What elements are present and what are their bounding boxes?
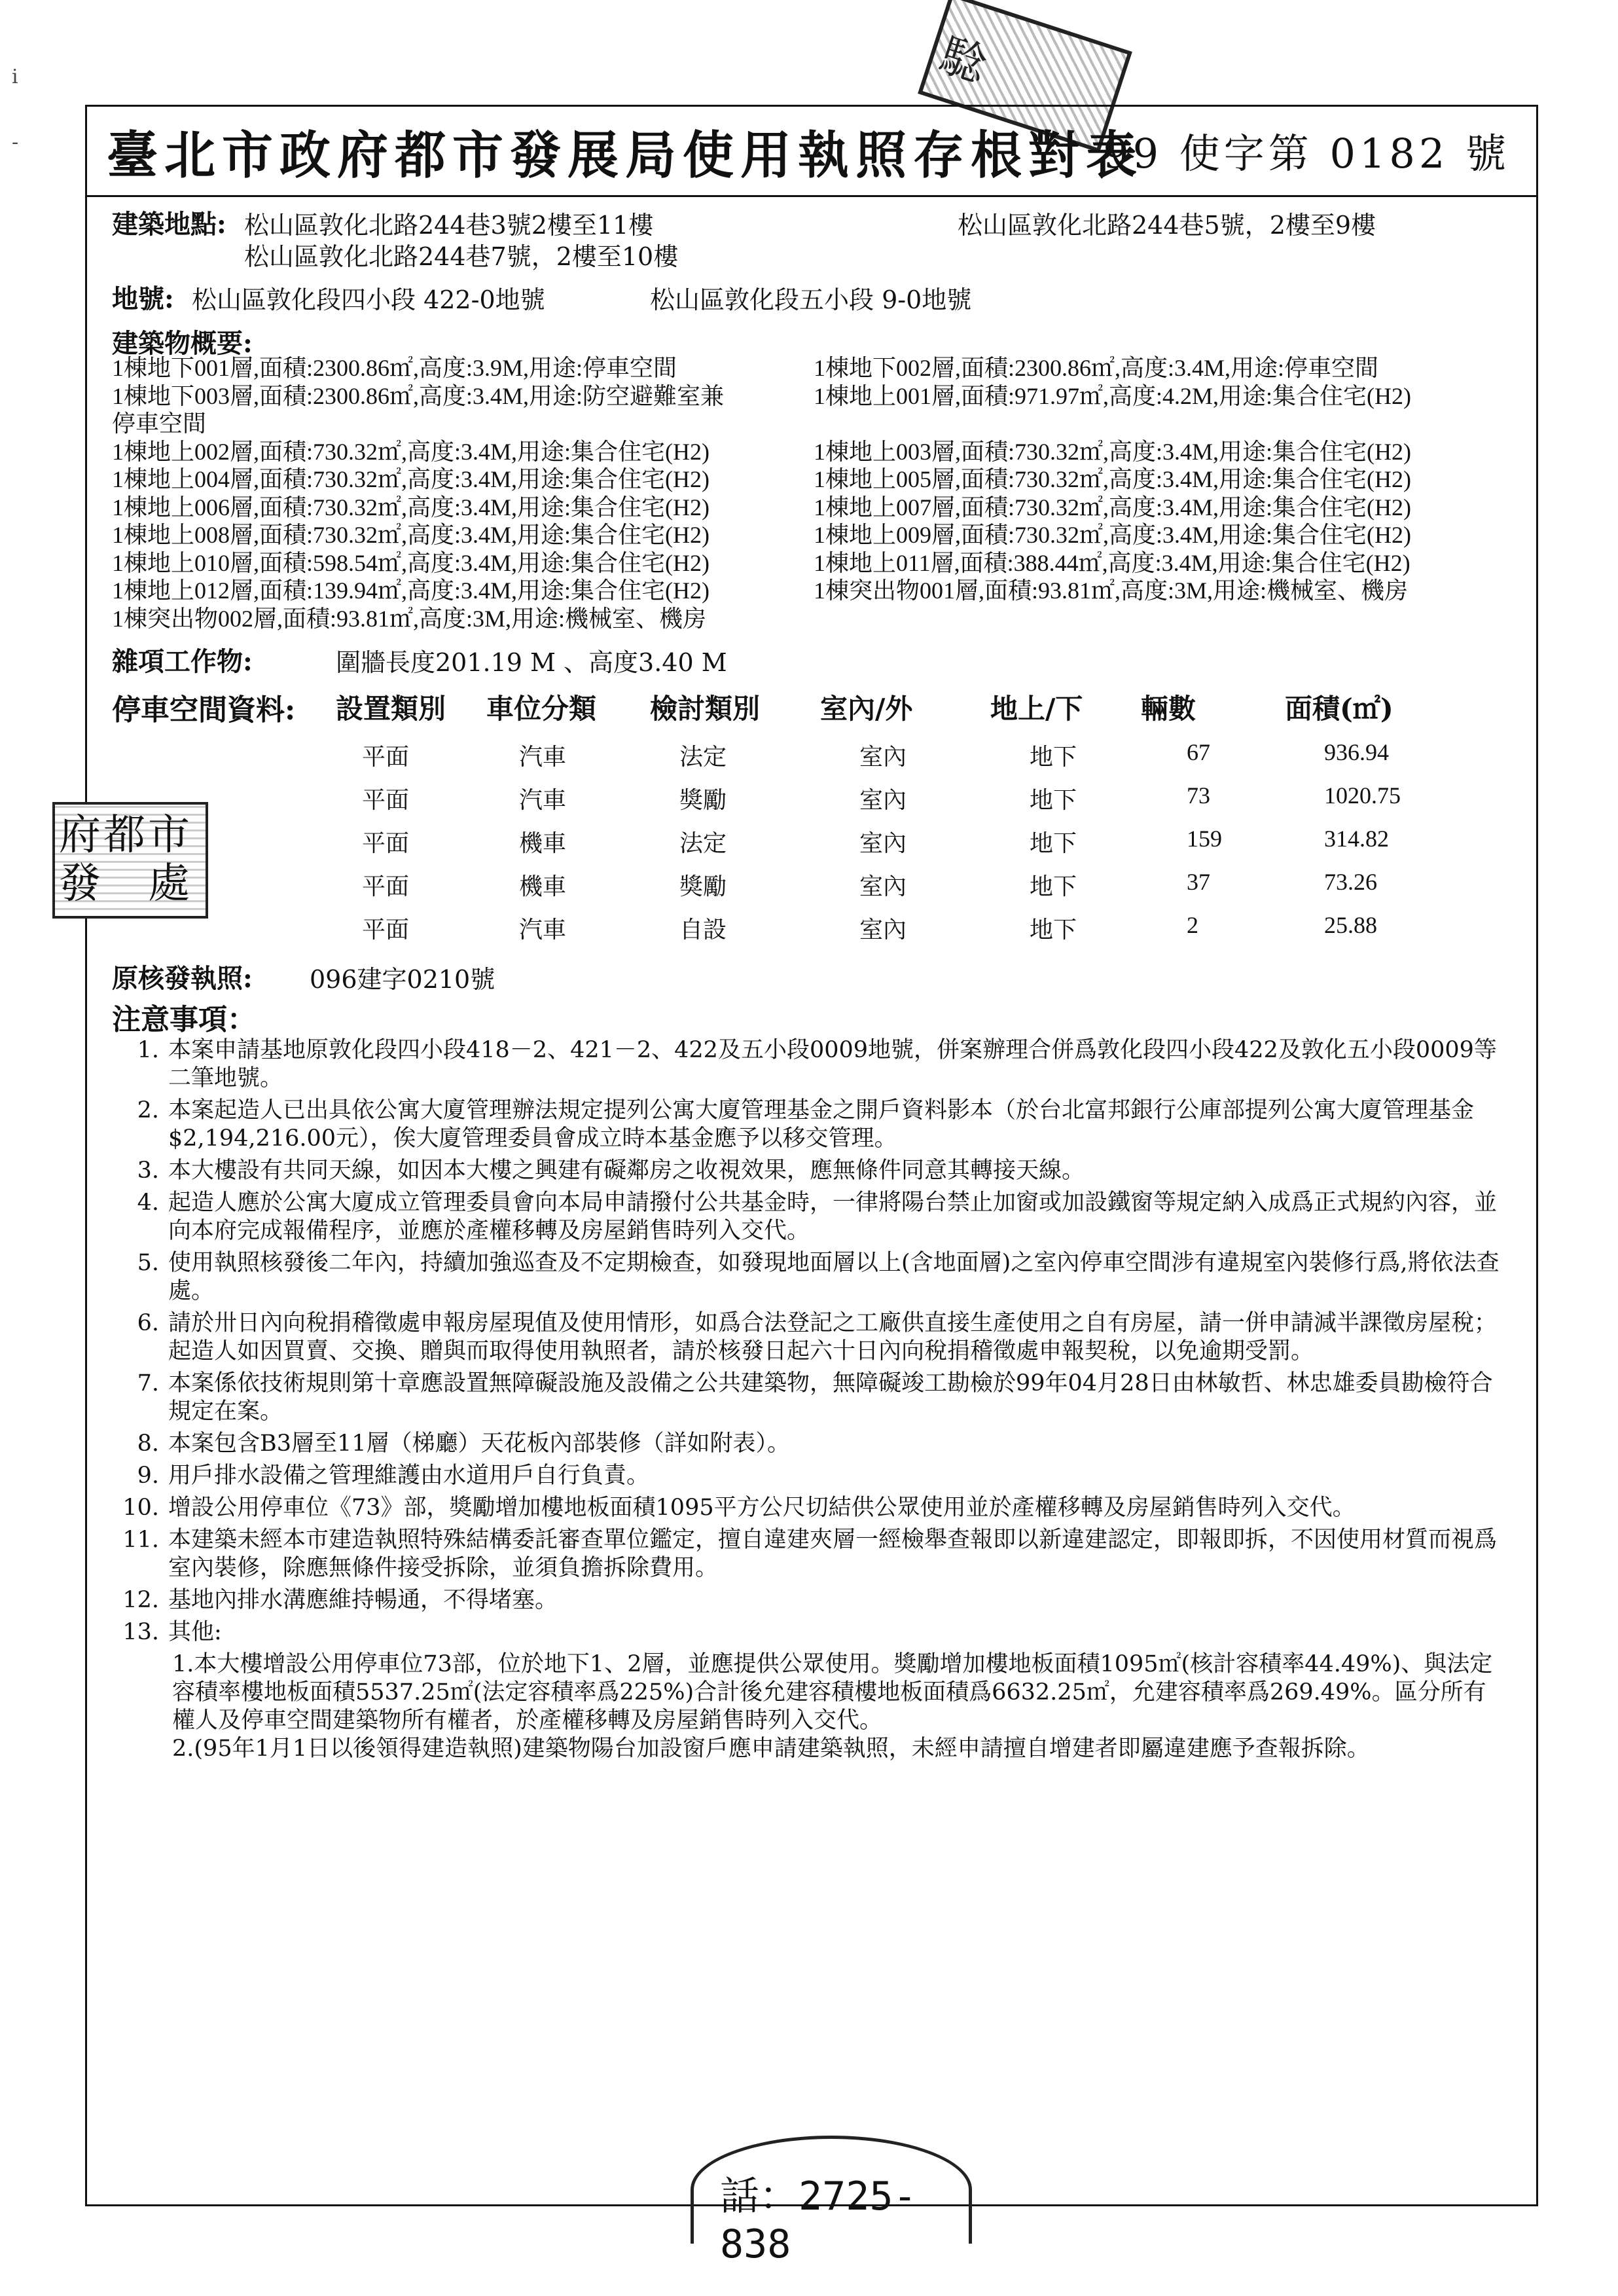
parking-header-cell: 室內/外 bbox=[820, 693, 913, 725]
parking-cell: 平面 bbox=[362, 830, 410, 856]
note-text: 基地內排水溝應維持暢通，不得堵塞。 bbox=[168, 1587, 558, 1613]
lot-label: 地號: bbox=[112, 283, 174, 314]
building-line: 1棟突出物002層,面積:93.81㎡,高度:3M,用途:機械室、機房 bbox=[112, 605, 707, 632]
note-text: 增設公用停車位《73》部，獎勵增加樓地板面積1095平方公尺切結供公眾使用並於產權移轉及房屋銷售時列入交代。 bbox=[168, 1495, 1356, 1521]
note-text: 請於卅日內向稅捐稽徵處申報房屋現值及使用情形，如爲合法登記之工廠供直接生產使用之自有房屋，請一併申請減半課徵房屋稅；起造人如因買賣、交換、贈與而取得使用執照者，請於核發日起六十日內向稅捐稽徵處申報契稅，以免逾期受罰。 bbox=[168, 1310, 1498, 1364]
note-item bbox=[107, 1309, 1507, 1366]
note-number: 11. bbox=[122, 1527, 159, 1553]
parking-cell: 936.94 bbox=[1324, 739, 1389, 765]
note-number: 8. bbox=[137, 1430, 159, 1457]
parking-cell: 地下 bbox=[1030, 917, 1077, 943]
notes-list bbox=[107, 1036, 1507, 1763]
parking-cell: 機車 bbox=[519, 873, 567, 900]
parking-cell: 地下 bbox=[1030, 787, 1077, 813]
building-line: 1棟地上001層,面積:971.97㎡,高度:4.2M,用途:集合住宅(H2) bbox=[814, 382, 1411, 409]
lot-left: 松山區敦化段四小段 422-0地號 bbox=[192, 285, 545, 314]
note-text: 本大樓設有共同天線，如因本大樓之興建有礙鄰房之收視效果，應無條件同意其轉接天線。 bbox=[168, 1157, 1085, 1184]
note-number: 4. bbox=[137, 1190, 159, 1216]
parking-cell: 獎勵 bbox=[679, 787, 727, 813]
parking-header-cell: 輛數 bbox=[1141, 693, 1196, 725]
note-number: 12. bbox=[122, 1587, 159, 1613]
building-line: 1棟地下002層,面積:2300.86㎡,高度:3.4M,用途:停車空間 bbox=[814, 355, 1379, 381]
document-title: 臺北市政府都市發展局使用執照存根對表 bbox=[107, 126, 1144, 185]
parking-cell: 平面 bbox=[362, 744, 410, 770]
note-item bbox=[107, 1586, 1507, 1614]
building-line: 1棟地上008層,面積:730.32㎡,高度:3.4M,用途:集合住宅(H2) bbox=[112, 522, 710, 548]
parking-cell: 67 bbox=[1187, 739, 1210, 765]
original-value: 096建字0210號 bbox=[310, 965, 495, 994]
misc-value: 圍牆長度201.19 M 、高度3.40 M bbox=[336, 648, 727, 677]
seal-phone-text: 話：2725-838 bbox=[720, 2174, 917, 2267]
parking-header-cell: 地上/下 bbox=[990, 693, 1083, 725]
seal-stamp-left bbox=[52, 802, 208, 919]
building-line: 1棟地上009層,面積:730.32㎡,高度:3.4M,用途:集合住宅(H2) bbox=[814, 522, 1411, 548]
parking-header-cell: 面積(㎡) bbox=[1285, 693, 1393, 725]
title-row bbox=[87, 107, 1536, 197]
building-line: 1棟地上002層,面積:730.32㎡,高度:3.4M,用途:集合住宅(H2) bbox=[112, 438, 710, 465]
parking-header-cell: 檢討類別 bbox=[650, 693, 761, 725]
scan-mark: ‐ bbox=[12, 131, 19, 154]
note-text: 本建築未經本市建造執照特殊結構委託審查單位鑑定，擅自違建夾層一經檢舉查報即以新違建認定，即報即拆，不因使用材質而視爲室內裝修，除應無條件接受拆除，並須負擔拆除費用。 bbox=[168, 1527, 1498, 1581]
parking-header-cell: 車位分類 bbox=[486, 693, 597, 725]
parking-cell: 汽車 bbox=[519, 744, 567, 770]
parking-cell: 法定 bbox=[679, 830, 727, 856]
parking-cell: 37 bbox=[1187, 869, 1210, 895]
note-number: 2. bbox=[137, 1097, 159, 1123]
building-line: 1棟地上003層,面積:730.32㎡,高度:3.4M,用途:集合住宅(H2) bbox=[814, 438, 1411, 465]
parking-cell: 汽車 bbox=[519, 787, 567, 813]
parking-cell: 機車 bbox=[519, 830, 567, 856]
building-line: 1棟地上005層,面積:730.32㎡,高度:3.4M,用途:集合住宅(H2) bbox=[814, 466, 1411, 492]
building-line: 1棟地上006層,面積:730.32㎡,高度:3.4M,用途:集合住宅(H2) bbox=[112, 494, 710, 520]
parking-cell: 平面 bbox=[362, 917, 410, 943]
sub-note: 2.(95年1月1日以後領得建造執照)建築物陽台加設窗戶應申請建築執照，未經申請擅自增建者即屬違建應予查報拆除。 bbox=[172, 1736, 1370, 1762]
parking-cell: 獎勵 bbox=[679, 873, 727, 900]
parking-cell: 室內 bbox=[859, 830, 907, 856]
parking-cell: 平面 bbox=[362, 873, 410, 900]
parking-cell: 地下 bbox=[1030, 744, 1077, 770]
seal-stamp-bottom bbox=[691, 2136, 972, 2267]
parking-cell: 室內 bbox=[859, 744, 907, 770]
note-text: 本案包含B3層至11層（梯廳）天花板內部裝修（詳如附表）。 bbox=[168, 1430, 791, 1457]
parking-cell: 73.26 bbox=[1324, 869, 1377, 895]
note-item bbox=[107, 1430, 1507, 1458]
note-item bbox=[107, 1618, 1507, 1647]
note-number: 13. bbox=[122, 1619, 159, 1645]
note-item bbox=[107, 1189, 1507, 1245]
lot-right: 松山區敦化段五小段 9-0地號 bbox=[650, 285, 972, 314]
note-text: 本案係依技術規則第十章應設置無障礙設施及設備之公共建築物，無障礙竣工勘檢於99年04月28日由林敏哲、林忠雄委員勘檢符合規定在案。 bbox=[168, 1370, 1493, 1425]
building-line: 1棟突出物001層,面積:93.81㎡,高度:3M,用途:機械室、機房 bbox=[814, 577, 1409, 604]
note-item bbox=[107, 1526, 1507, 1582]
site-line-1: 松山區敦化北路244巷3號2樓至11樓 bbox=[244, 211, 654, 240]
parking-cell: 25.88 bbox=[1324, 912, 1377, 938]
parking-cell: 室內 bbox=[859, 787, 907, 813]
note-number: 3. bbox=[137, 1157, 159, 1184]
parking-label: 停車空間資料: bbox=[112, 693, 296, 727]
building-line: 1棟地上004層,面積:730.32㎡,高度:3.4M,用途:集合住宅(H2) bbox=[112, 466, 710, 492]
parking-cell: 159 bbox=[1187, 826, 1222, 852]
note-item bbox=[107, 1036, 1507, 1093]
parking-cell: 汽車 bbox=[519, 917, 567, 943]
building-line: 1棟地下003層,面積:2300.86㎡,高度:3.4M,用途:防空避難室兼 bbox=[112, 382, 725, 409]
note-number: 1. bbox=[137, 1037, 159, 1063]
note-text: 本案起造人已出具依公寓大廈管理辦法規定提列公寓大廈管理基金之開戶資料影本（於台北富邦銀行公庫部提列公寓大廈管理基金$2,194,216.00元），俟大廈管理委員會成立時本基金應予以移交管理。 bbox=[168, 1097, 1475, 1152]
note-item bbox=[107, 1249, 1507, 1305]
note-number: 5. bbox=[137, 1250, 159, 1276]
building-line: 停車空間 bbox=[112, 410, 207, 437]
note-item bbox=[107, 1462, 1507, 1490]
note-number: 10. bbox=[122, 1495, 159, 1521]
note-item bbox=[107, 1157, 1507, 1185]
note-number: 6. bbox=[137, 1310, 159, 1336]
building-line: 1棟地上012層,面積:139.94㎡,高度:3.4M,用途:集合住宅(H2) bbox=[112, 577, 710, 604]
certificate-frame bbox=[85, 105, 1538, 2206]
scan-mark: ⅰ bbox=[12, 65, 18, 88]
building-line: 1棟地下001層,面積:2300.86㎡,高度:3.9M,用途:停車空間 bbox=[112, 355, 677, 381]
parking-cell: 室內 bbox=[859, 917, 907, 943]
sub-note: 1.本大樓增設公用停車位73部，位於地下1、2層，並應提供公眾使用。獎勵增加樓地板面積1095㎡(核計容積率44.49%)、與法定容積率樓地板面積5537.25㎡(法定容積率爲225%)合計後允建容積樓地板面積爲6632.25㎡，允建容積率爲269.49%。區分所有權人及停車空間建築物所有權者，於產權移轉及房屋銷售時列入交代。 bbox=[172, 1651, 1493, 1734]
parking-cell: 73 bbox=[1187, 782, 1210, 809]
original-label: 原核發執照: bbox=[112, 963, 253, 994]
site-line-right: 松山區敦化北路244巷5號，2樓至9樓 bbox=[958, 211, 1376, 240]
note-text: 起造人應於公寓大廈成立管理委員會向本局申請撥付公共基金時，一律將陽台禁止加窗或加設鐵窗等規定納入成爲正式規約內容，並向本府完成報備程序，並應於產權移轉及房屋銷售時列入交代。 bbox=[168, 1190, 1498, 1244]
note-text: 用戶排水設備之管理維護由水道用戶自行負責。 bbox=[168, 1463, 650, 1489]
note-number: 7. bbox=[137, 1370, 159, 1396]
note-item bbox=[107, 1494, 1507, 1522]
parking-cell: 地下 bbox=[1030, 830, 1077, 856]
parking-cell: 1020.75 bbox=[1324, 782, 1401, 809]
parking-cell: 2 bbox=[1187, 912, 1198, 938]
building-line: 1棟地上010層,面積:598.54㎡,高度:3.4M,用途:集合住宅(H2) bbox=[112, 549, 710, 576]
misc-label: 雜項工作物: bbox=[112, 646, 253, 677]
note-item bbox=[107, 1370, 1507, 1426]
document-number: 99 使字第 0182 號 bbox=[1103, 130, 1510, 177]
notes-label: 注意事項： bbox=[112, 1003, 256, 1036]
building-line: 1棟地上011層,面積:388.44㎡,高度:3.4M,用途:集合住宅(H2) bbox=[814, 549, 1411, 576]
parking-cell: 314.82 bbox=[1324, 826, 1389, 852]
note-text: 本案申請基地原敦化段四小段418－2、421－2、422及五小段0009地號，併案辦理合併爲敦化段四小段422及敦化五小段0009等二筆地號。 bbox=[168, 1037, 1497, 1091]
building-label: 建築物概要: bbox=[112, 328, 253, 359]
parking-cell: 法定 bbox=[679, 744, 727, 770]
building-line: 1棟地上007層,面積:730.32㎡,高度:3.4M,用途:集合住宅(H2) bbox=[814, 494, 1411, 520]
parking-cell: 地下 bbox=[1030, 873, 1077, 900]
parking-cell: 自設 bbox=[679, 917, 727, 943]
seal-text: 騐 bbox=[933, 27, 998, 94]
seal-text: 府都市 發 處 bbox=[59, 811, 192, 908]
note-text: 使用執照核發後二年內，持續加強巡查及不定期檢查，如發現地面層以上(含地面層)之室內停車空間涉有違規室內裝修行爲,將依法查處。 bbox=[168, 1250, 1500, 1304]
parking-cell: 室內 bbox=[859, 873, 907, 900]
note-item bbox=[107, 1097, 1507, 1153]
site-line-2: 松山區敦化北路244巷7號，2樓至10樓 bbox=[244, 242, 679, 271]
parking-header-cell: 設置類別 bbox=[336, 693, 446, 725]
parking-cell: 平面 bbox=[362, 787, 410, 813]
note-text: 其他: bbox=[168, 1619, 222, 1645]
note-number: 9. bbox=[137, 1463, 159, 1489]
site-label: 建築地點: bbox=[112, 209, 226, 240]
